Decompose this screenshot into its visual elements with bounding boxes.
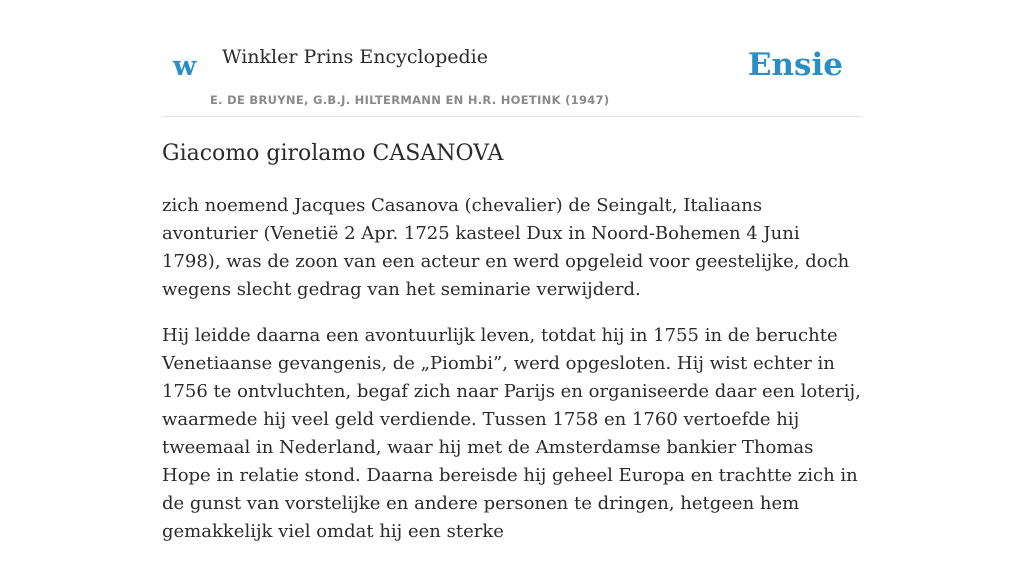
site-header [162,0,862,117]
article-body [162,192,862,564]
winkler-prins-logo[interactable]: w [173,51,197,82]
article-paragraph: zich noemend Jacques Casanova (chevalier) de Seingalt, Italiaans avonturier (Venetië 2 Apr. 1725 kasteel Dux in Noord-Bohemen 4 Juni 1798), was de zoon van een acteur en werd opgeleid voor geestelijke, doch wegens slecht gedrag van het seminarie verwijderd. [162,195,850,300]
ensie-brand-link[interactable]: Ensie [747,47,843,83]
work-authors: E. DE BRUYNE, G.B.J. HILTERMANN EN H.R. HOETINK (1947) [210,93,610,107]
work-title[interactable]: Winkler Prins Encyclopedie [222,46,488,68]
article-title: Giacomo girolamo CASANOVA [162,141,504,166]
article-paragraph: Hij leidde daarna een avontuurlijk leven, totdat hij in 1755 in de beruchte Venetiaanse gevangenis, de „Piombi”, werd opgesloten. Hij wist echter in 1756 te ontvluchten, begaf zich naar Parijs en organiseerde daar een loterij, waarmede hij veel geld verdiende. Tussen 1758 en 1760 vertoefde hij tweemaal in Nederland, waar hij met de Amsterdamse bankier Thomas Hope in relatie stond. Daarna bereisde hij geheel Europa en trachtte zich in de gunst van vorstelijke en andere personen te dringen, hetgeen hem gemakkelijk viel omdat hij een sterke [162,325,861,542]
